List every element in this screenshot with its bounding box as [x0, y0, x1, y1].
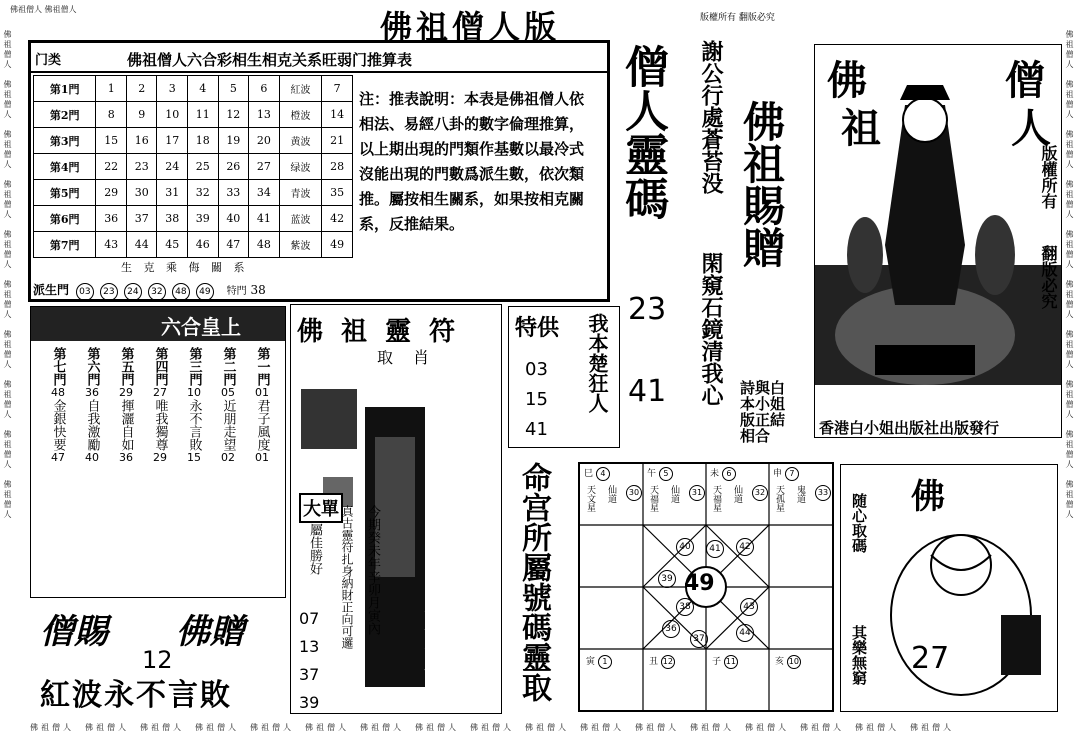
- dao: 仙道: [669, 485, 679, 503]
- table-row: [34, 128, 353, 154]
- table-footer: 生 克 乘 侮 關 系: [121, 261, 249, 274]
- wave-cell: 橙波: [279, 102, 322, 128]
- edge-right: 佛祖僧人 佛祖僧人 佛祖僧人 佛祖僧人 佛祖僧人 佛祖僧人 佛祖僧人 佛祖僧人 佛祖僧人 佛祖僧人: [1065, 30, 1074, 520]
- table-cell: 11: [188, 102, 219, 128]
- lingma-num-2: 41: [628, 374, 667, 409]
- branch: 丑: [649, 657, 659, 667]
- bottom-cell: [775, 654, 801, 669]
- dadan-c1: 今期癸未年辛卯月寅內: [365, 505, 380, 635]
- row-label: 第1門: [34, 76, 96, 102]
- couplet-head: 第四門: [152, 347, 168, 386]
- table-row: [34, 154, 353, 180]
- tegong-panel: [508, 306, 620, 448]
- wave-cell: 青波: [279, 180, 322, 206]
- pai-number: 49: [196, 283, 214, 301]
- couplet-num: 27: [153, 386, 167, 399]
- table-cell: 45: [157, 232, 188, 258]
- couplet-num: 48: [51, 386, 65, 399]
- table-cell: 2: [126, 76, 157, 102]
- inner-number: 37: [690, 630, 708, 648]
- cell-num: 33: [815, 485, 831, 501]
- fulu-panel: [290, 304, 502, 714]
- table-cell: 38: [157, 206, 188, 232]
- edge-bottom: 佛祖僧人 佛祖僧人 佛祖僧人 佛祖僧人 佛祖僧人 佛祖僧人 佛祖僧人 佛祖僧人 佛祖僧人 佛祖僧人 佛祖僧人 佛祖僧人 佛祖僧人 佛祖僧人 佛祖僧人 佛祖僧人 佛祖僧人: [30, 723, 954, 732]
- couplet-num2: 02: [221, 451, 235, 464]
- couplet-text: 揮灑自如: [118, 399, 134, 451]
- table-cell: 48: [249, 232, 280, 258]
- couplet-head: 第三門: [186, 347, 202, 386]
- branch: 午: [647, 469, 657, 479]
- couplet-head: 第七門: [50, 347, 66, 386]
- end-cell: 42: [322, 206, 353, 232]
- pai-number: 48: [172, 283, 190, 301]
- bottom-cell: [649, 654, 675, 669]
- lingma-title: 僧人靈碼: [617, 44, 668, 220]
- zp-right: 佛贈: [176, 612, 244, 652]
- inner-number: 41: [706, 540, 724, 558]
- end-cell: 7: [322, 76, 353, 102]
- calc-table-panel: [28, 40, 610, 302]
- table-cell: 41: [249, 206, 280, 232]
- couplet-num2: 01: [255, 451, 269, 464]
- budai-left: 随心取碼: [850, 493, 868, 553]
- table-cell: 6: [249, 76, 280, 102]
- table-cell: 29: [96, 180, 127, 206]
- credit: 詩與白 本小姐 版正結 相合: [740, 379, 786, 445]
- budai-illustration: [861, 495, 1051, 705]
- zp-left: 僧賜: [40, 612, 108, 652]
- masthead-title: 佛祖僧人版: [380, 8, 561, 46]
- star: 天福星: [648, 485, 658, 512]
- budai-below: 其樂無窮: [850, 625, 868, 685]
- table-cell: 37: [126, 206, 157, 232]
- table-cell: 25: [188, 154, 219, 180]
- couplet-num2: 47: [51, 451, 65, 464]
- row-label: 第3門: [34, 128, 96, 154]
- table-cell: 12: [218, 102, 249, 128]
- dadan-label: 大單: [299, 493, 343, 523]
- end-cell: 21: [322, 128, 353, 154]
- branch-num: 7: [785, 467, 799, 481]
- tegong-label: 特供: [515, 315, 560, 341]
- couplet-column: [247, 347, 277, 464]
- couplet-head: 第二門: [220, 347, 236, 386]
- table-row: [34, 232, 353, 258]
- branch: 申: [773, 469, 783, 479]
- end-cell: 35: [322, 180, 353, 206]
- edge-top: 佛祖僧人 佛祖僧人: [10, 5, 77, 14]
- branch-num: 10: [787, 655, 801, 669]
- row-label: 第2門: [34, 102, 96, 128]
- dadan-c2: 真古靈符扎身納財正向可邏: [340, 505, 354, 649]
- hero-rights: 版權所有: [1039, 145, 1058, 209]
- branch: 亥: [775, 657, 785, 667]
- couplet-head: 第六門: [84, 347, 100, 386]
- fulu-title: 佛祖靈符: [297, 317, 474, 347]
- inner-number: 38: [676, 598, 694, 616]
- row-label: 第6門: [34, 206, 96, 232]
- couplet-num2: 40: [85, 451, 99, 464]
- couplet-column: [111, 347, 141, 464]
- special-label: 特門: [226, 286, 247, 297]
- branch-num: 1: [598, 655, 612, 669]
- couplet-column: [213, 347, 243, 464]
- couplet-num2: 29: [153, 451, 167, 464]
- inner-number: 42: [736, 538, 754, 556]
- inner-number: 40: [676, 538, 694, 556]
- couplet-num: 05: [221, 386, 235, 399]
- zp-num: 12: [142, 646, 173, 674]
- hero-panel: [814, 44, 1062, 438]
- dao: 仙道: [732, 485, 742, 503]
- poem-line-1: 謝公行處蒼苔没: [698, 40, 724, 194]
- end-cell: 28: [322, 154, 353, 180]
- top-cell: [584, 466, 642, 512]
- top-cell: [710, 466, 768, 512]
- table-cell: 9: [126, 102, 157, 128]
- table-cell: 39: [188, 206, 219, 232]
- publisher: 香港白小姐出版社出版發行: [819, 419, 1000, 437]
- couplet-text: 金銀快要: [50, 399, 66, 451]
- table-cell: 4: [188, 76, 219, 102]
- couplet-text: 自我激勵: [84, 399, 100, 451]
- hero-ren: 人: [1011, 105, 1051, 152]
- dadan-nums: 07 13 37 39: [299, 609, 320, 712]
- pai-number: 32: [148, 283, 166, 301]
- cell-num: 30: [626, 485, 642, 501]
- fulu-sub: 取肖: [377, 348, 450, 367]
- table-cell: 10: [157, 102, 188, 128]
- table-cell: 18: [188, 128, 219, 154]
- couplet-column: [43, 347, 73, 464]
- table-cell: 16: [126, 128, 157, 154]
- row-label: 第4門: [34, 154, 96, 180]
- couplet-column: [77, 347, 107, 464]
- lingma-num-1: 23: [628, 292, 667, 327]
- table-cell: 31: [157, 180, 188, 206]
- end-cell: 14: [322, 102, 353, 128]
- couplet-column: [145, 347, 175, 464]
- couplet-column: [179, 347, 209, 464]
- branch-num: 11: [724, 655, 738, 669]
- budai-num: 27: [911, 641, 950, 676]
- pai-number: 03: [76, 283, 94, 301]
- table-row: [34, 102, 353, 128]
- table-cell: 46: [188, 232, 219, 258]
- branch: 子: [712, 657, 722, 667]
- table-corner: 门类: [35, 53, 62, 68]
- branch: 寅: [586, 657, 596, 667]
- couplet-num: 29: [119, 386, 133, 399]
- end-cell: 49: [322, 232, 353, 258]
- inner-number: 36: [662, 620, 680, 638]
- zp-slogan: 紅波永不言敗: [40, 678, 232, 713]
- branch-num: 6: [722, 467, 736, 481]
- inner-number: 43: [740, 598, 758, 616]
- pai-number: 24: [124, 283, 142, 301]
- star: 天文星: [585, 485, 595, 512]
- cell-num: 32: [752, 485, 768, 501]
- couplet-num: 01: [255, 386, 269, 399]
- table-cell: 30: [126, 180, 157, 206]
- door-table: [33, 75, 353, 258]
- table-cell: 23: [126, 154, 157, 180]
- table-cell: 17: [157, 128, 188, 154]
- hero-zu: 祖: [841, 105, 881, 152]
- pai-number: 23: [100, 283, 118, 301]
- bottom-cell: [712, 654, 738, 669]
- wave-cell: 蓝波: [279, 206, 322, 232]
- table-title: 佛祖僧人六合彩相生相克关系旺弱门推算表: [127, 51, 413, 69]
- star: 天孤星: [774, 485, 784, 512]
- table-cell: 43: [96, 232, 127, 258]
- table-row: [34, 76, 353, 102]
- budai-panel: [840, 464, 1058, 712]
- couplet-panel: [30, 306, 286, 598]
- top-cell: [647, 466, 705, 512]
- couplet-text: 君子風度: [254, 399, 270, 451]
- table-row: [34, 206, 353, 232]
- edge-left: 佛祖僧人 佛祖僧人 佛祖僧人 佛祖僧人 佛祖僧人 佛祖僧人 佛祖僧人 佛祖僧人 佛祖僧人 佛祖僧人: [3, 30, 12, 520]
- table-cell: 24: [157, 154, 188, 180]
- special-number: 38: [250, 283, 266, 297]
- tegong-nums: 03 15 41: [525, 359, 548, 440]
- table-cell: 22: [96, 154, 127, 180]
- table-cell: 20: [249, 128, 280, 154]
- grid-center-number: 49: [684, 571, 715, 596]
- table-cell: 32: [188, 180, 219, 206]
- couplet-columns: [37, 347, 281, 595]
- wave-cell: 紅波: [279, 76, 322, 102]
- wave-cell: 绿波: [279, 154, 322, 180]
- bottom-cell: [586, 654, 612, 669]
- pai-label: 派生門: [33, 283, 70, 297]
- table-cell: 27: [249, 154, 280, 180]
- star: 天福星: [711, 485, 721, 512]
- couplet-head: 第五門: [118, 347, 134, 386]
- table-cell: 33: [218, 180, 249, 206]
- inner-number: 39: [658, 570, 676, 588]
- couplet-head: 第一門: [254, 347, 270, 386]
- fulu-banner: 如神令: [420, 605, 450, 683]
- table-cell: 44: [126, 232, 157, 258]
- table-cell: 5: [218, 76, 249, 102]
- cizeng: 佛祖賜贈: [737, 100, 786, 268]
- dao: 鬼道: [795, 485, 805, 503]
- couplet-text: 唯我獨尊: [152, 399, 168, 451]
- table-note: 注：推表說明：本表是佛祖僧人依相法、易經八卦的數字倫理推算，以上期出現的門類作基數以最冷式沒能出現的門數爲派生數，依次類推。屬按相生關系，如果按相克關系，反推結果。: [359, 90, 585, 233]
- tegong-vert: 我本楚狂人: [585, 313, 609, 413]
- table-cell: 40: [218, 206, 249, 232]
- wave-cell: 黄波: [279, 128, 322, 154]
- table-cell: 47: [218, 232, 249, 258]
- couplet-text: 近朋走望: [220, 399, 236, 451]
- table-cell: 15: [96, 128, 127, 154]
- palace-grid: [578, 462, 834, 712]
- couplet-num2: 36: [119, 451, 133, 464]
- table-cell: 3: [157, 76, 188, 102]
- hero-fo: 佛: [827, 57, 867, 104]
- row-label: 第5門: [34, 180, 96, 206]
- inner-number: 44: [736, 624, 754, 642]
- branch: 未: [710, 469, 720, 479]
- table-cell: 13: [249, 102, 280, 128]
- branch: 巳: [584, 469, 594, 479]
- branch-num: 5: [659, 467, 673, 481]
- masthead-right-label: 版權所有 翻版必究: [700, 13, 775, 23]
- table-cell: 34: [249, 180, 280, 206]
- hero-seng: 僧: [1005, 57, 1045, 104]
- row-label: 第7門: [34, 232, 96, 258]
- table-cell: 8: [96, 102, 127, 128]
- budai-char: 佛: [911, 477, 945, 517]
- cell-num: 31: [689, 485, 705, 501]
- dao: 仙道: [606, 485, 616, 503]
- couplet-num: 10: [187, 386, 201, 399]
- hero-fan: 翻版必究: [1039, 245, 1058, 309]
- poem-line-2: 閑窺石鏡清我心: [698, 252, 724, 406]
- table-cell: 1: [96, 76, 127, 102]
- minggong: 命宫所屬號碼靈取: [516, 462, 551, 702]
- table-cell: 26: [218, 154, 249, 180]
- pai-row: [33, 281, 363, 301]
- branch-num: 12: [661, 655, 675, 669]
- table-row: [34, 180, 353, 206]
- top-cell: [773, 466, 831, 512]
- couplet-heading: 六合皇上: [161, 315, 241, 339]
- branch-num: 4: [596, 467, 610, 481]
- table-cell: 36: [96, 206, 127, 232]
- couplet-text: 永不言敗: [186, 399, 202, 451]
- wave-cell: 紫波: [279, 232, 322, 258]
- couplet-num2: 15: [187, 451, 201, 464]
- couplet-num: 36: [85, 386, 99, 399]
- table-cell: 19: [218, 128, 249, 154]
- dadan-vert: 屬佳勝好: [307, 523, 322, 575]
